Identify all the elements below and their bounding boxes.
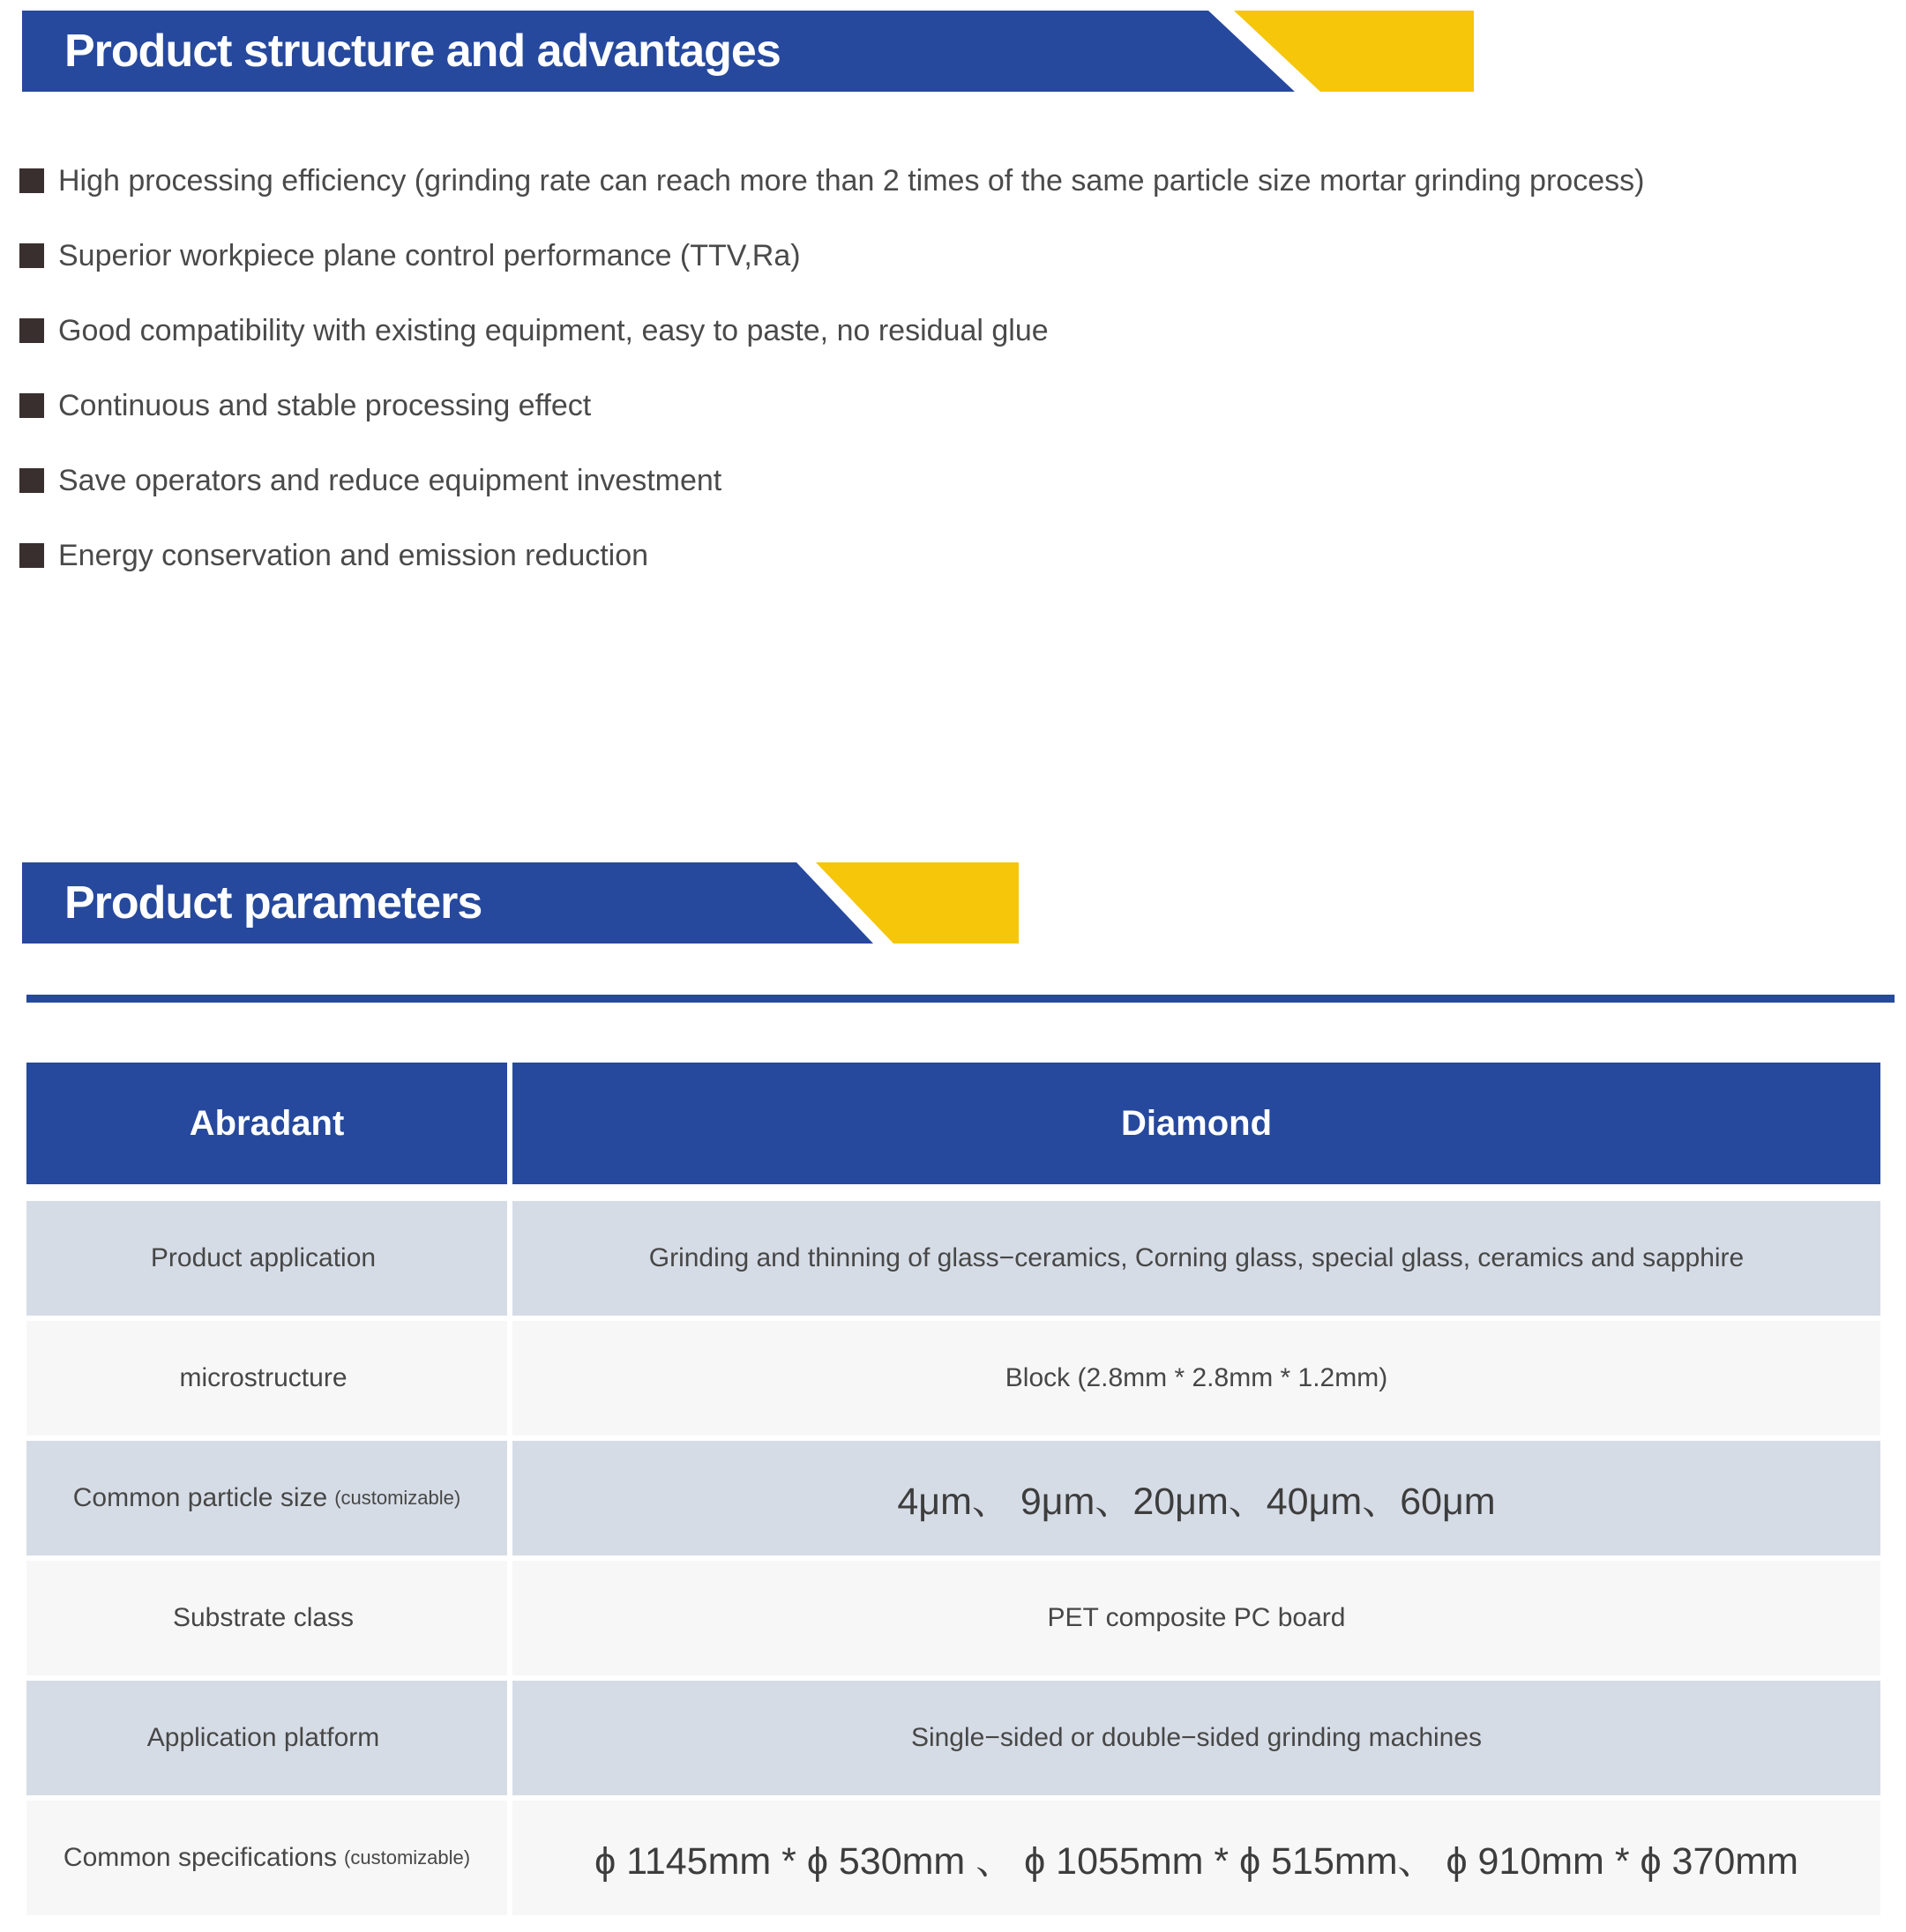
list-item: [19, 160, 1872, 201]
table-row: [26, 1321, 1880, 1436]
bullet-square-icon: [19, 543, 44, 568]
bullet-square-icon: [19, 393, 44, 418]
advantage-text: Continuous and stable processing effect: [58, 388, 592, 422]
list-item: [19, 235, 1872, 276]
section-divider-line: [26, 995, 1895, 1003]
bullet-square-icon: [19, 168, 44, 193]
row-value: Grinding and thinning of glass−ceramics, Corning glass, special glass, ceramics and sapphire: [512, 1201, 1880, 1316]
list-item: [19, 535, 1872, 576]
table-header-row: [26, 1063, 1880, 1184]
row-label-text: Common particle size: [72, 1483, 328, 1512]
row-value: 4μm、 9μm、20μm、40μm、60μm: [512, 1441, 1880, 1555]
row-label-text: Application platform: [146, 1723, 380, 1752]
parameters-section-title: Product parameters: [64, 877, 482, 929]
parameters-section-banner: [22, 862, 1019, 944]
row-label: [26, 1201, 507, 1316]
bullet-square-icon: [19, 243, 44, 268]
row-label-note: (customizable): [344, 1846, 471, 1869]
header-cell-diamond: Diamond: [512, 1063, 1880, 1184]
advantage-text: High processing efficiency (grinding rate can reach more than 2 times of the same particle size mortar grinding process): [58, 163, 1645, 198]
advantage-text: Superior workpiece plane control performance (TTV,Ra): [58, 238, 801, 272]
row-value: Block (2.8mm * 2.8mm * 1.2mm): [512, 1321, 1880, 1436]
row-value: ϕ 1145mm * ϕ 530mm 、 ϕ 1055mm * ϕ 515mm、 ϕ 910mm * ϕ 370mm: [512, 1801, 1880, 1915]
row-label: [26, 1801, 507, 1915]
list-item: [19, 310, 1872, 351]
advantages-section-title: Product structure and advantages: [64, 26, 781, 77]
row-label: [26, 1561, 507, 1675]
advantages-section-banner: [22, 11, 1474, 92]
row-label: [26, 1681, 507, 1795]
bullet-square-icon: [19, 318, 44, 343]
row-label-text: microstructure: [179, 1363, 348, 1392]
advantage-text: Save operators and reduce equipment investment: [58, 463, 722, 497]
header-cell-abradant: Abradant: [26, 1063, 507, 1184]
bullet-square-icon: [19, 468, 44, 493]
list-item: [19, 460, 1872, 501]
table-row: [26, 1201, 1880, 1316]
advantage-text: Energy conservation and emission reduction: [58, 538, 649, 572]
row-label: [26, 1321, 507, 1436]
list-item: [19, 385, 1872, 426]
table-row: [26, 1801, 1880, 1915]
table-row: [26, 1681, 1880, 1795]
row-label-text: Product application: [150, 1243, 377, 1272]
row-label-note: (customizable): [334, 1487, 461, 1509]
table-row: [26, 1441, 1880, 1555]
row-value: Single−sided or double−sided grinding machines: [512, 1681, 1880, 1795]
table-row: [26, 1561, 1880, 1675]
row-label: [26, 1441, 507, 1555]
row-label-text: Substrate class: [172, 1603, 355, 1632]
row-value: PET composite PC board: [512, 1561, 1880, 1675]
parameters-table: [26, 1063, 1880, 1921]
advantage-text: Good compatibility with existing equipment, easy to paste, no residual glue: [58, 313, 1049, 347]
row-label-text: Common specifications: [63, 1843, 338, 1872]
advantages-list: [19, 160, 1872, 610]
